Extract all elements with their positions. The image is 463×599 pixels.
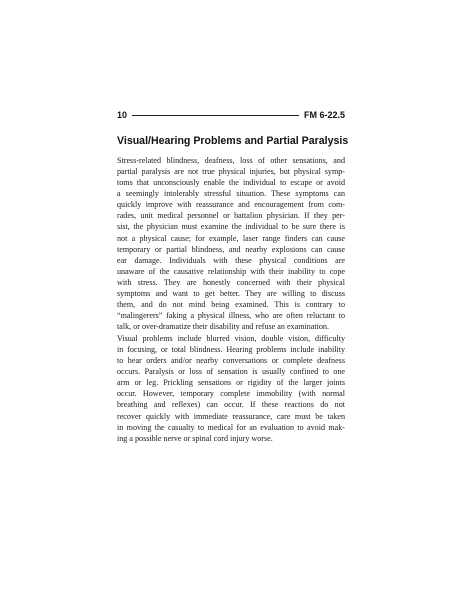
paragraph-line: occur. However, temporary complete immobility (with normal bbox=[117, 389, 345, 399]
paragraph-line: a seemingly intolerably stressful situation. These symptoms can bbox=[117, 189, 345, 199]
paragraph-line: not a physical cause; for example, laser range finders can cause bbox=[117, 233, 345, 243]
page-number: 10 bbox=[117, 110, 128, 120]
paragraph-line: Visual problems include blurred vision, double vision, difficulty bbox=[117, 334, 345, 343]
paragraph-line: ear damage. Individuals with these physical conditions are bbox=[117, 255, 345, 265]
paragraph-line: quickly improve with reassurance and encouragement from com- bbox=[117, 200, 345, 210]
paragraph-line: talk, or over-dramatize their disability and refuse an examination. bbox=[117, 322, 329, 332]
paragraph-line: unaware of the causative relationship with their inability to cope bbox=[117, 266, 345, 276]
paragraph-line: breathing and reflexes) can occur. If these reactions do not bbox=[117, 400, 345, 410]
paragraph-line: with stress. They are honestly concerned with their physical bbox=[117, 277, 345, 287]
paragraph-line: in moving the casualty to medical for an evaluation to avoid mak- bbox=[117, 422, 345, 432]
header-rule bbox=[132, 115, 299, 116]
paragraph-line: symptoms and want to get better. They are willing to discuss bbox=[117, 288, 345, 298]
paragraph-line: rades, unit medical personnel or battalion physician. If they per- bbox=[117, 211, 345, 221]
body-paragraph-1 bbox=[117, 155, 345, 332]
paragraph-line: ing a possible nerve or spinal cord injury worse. bbox=[117, 433, 273, 443]
paragraph-line: sist, the physician must examine the individual to be sure there is bbox=[117, 222, 345, 232]
document-id: FM 6-22.5 bbox=[303, 110, 345, 120]
paragraph-line: to hear orders and/or nearby conversations or complete deafness bbox=[117, 356, 345, 366]
paragraph-line: them, and do not mind being examined. This is contrary to bbox=[117, 300, 345, 310]
paragraph-line: partial paralysis are not true physical injuries, but physical symp- bbox=[117, 167, 345, 177]
paragraph-line: recover quickly with immediate reassurance, care must be taken bbox=[117, 411, 345, 421]
paragraph-line: Stress-related blindness, deafness, loss of other sensations, and bbox=[117, 156, 345, 165]
running-header bbox=[117, 108, 345, 122]
paragraph-line: “malingerers” faking a physical illness, who are often reluctant to bbox=[117, 311, 345, 321]
paragraph-line: temporary or partial blindness, and nearby explosions can cause bbox=[117, 244, 345, 254]
paragraph-line: arm or leg. Prickling sensations or rigidity of the larger joints bbox=[117, 378, 345, 388]
paragraph-line: in focusing, or total blindness. Hearing problems include inability bbox=[117, 345, 345, 355]
paragraph-line: occurs. Paralysis or loss of sensation is usually confined to one bbox=[117, 367, 345, 377]
section-title: Visual/Hearing Problems and Partial Paralysis bbox=[117, 135, 349, 147]
paragraph-line: toms that unconsciously enable the individual to escape or avoid bbox=[117, 178, 345, 188]
body-paragraph-2 bbox=[117, 333, 345, 444]
